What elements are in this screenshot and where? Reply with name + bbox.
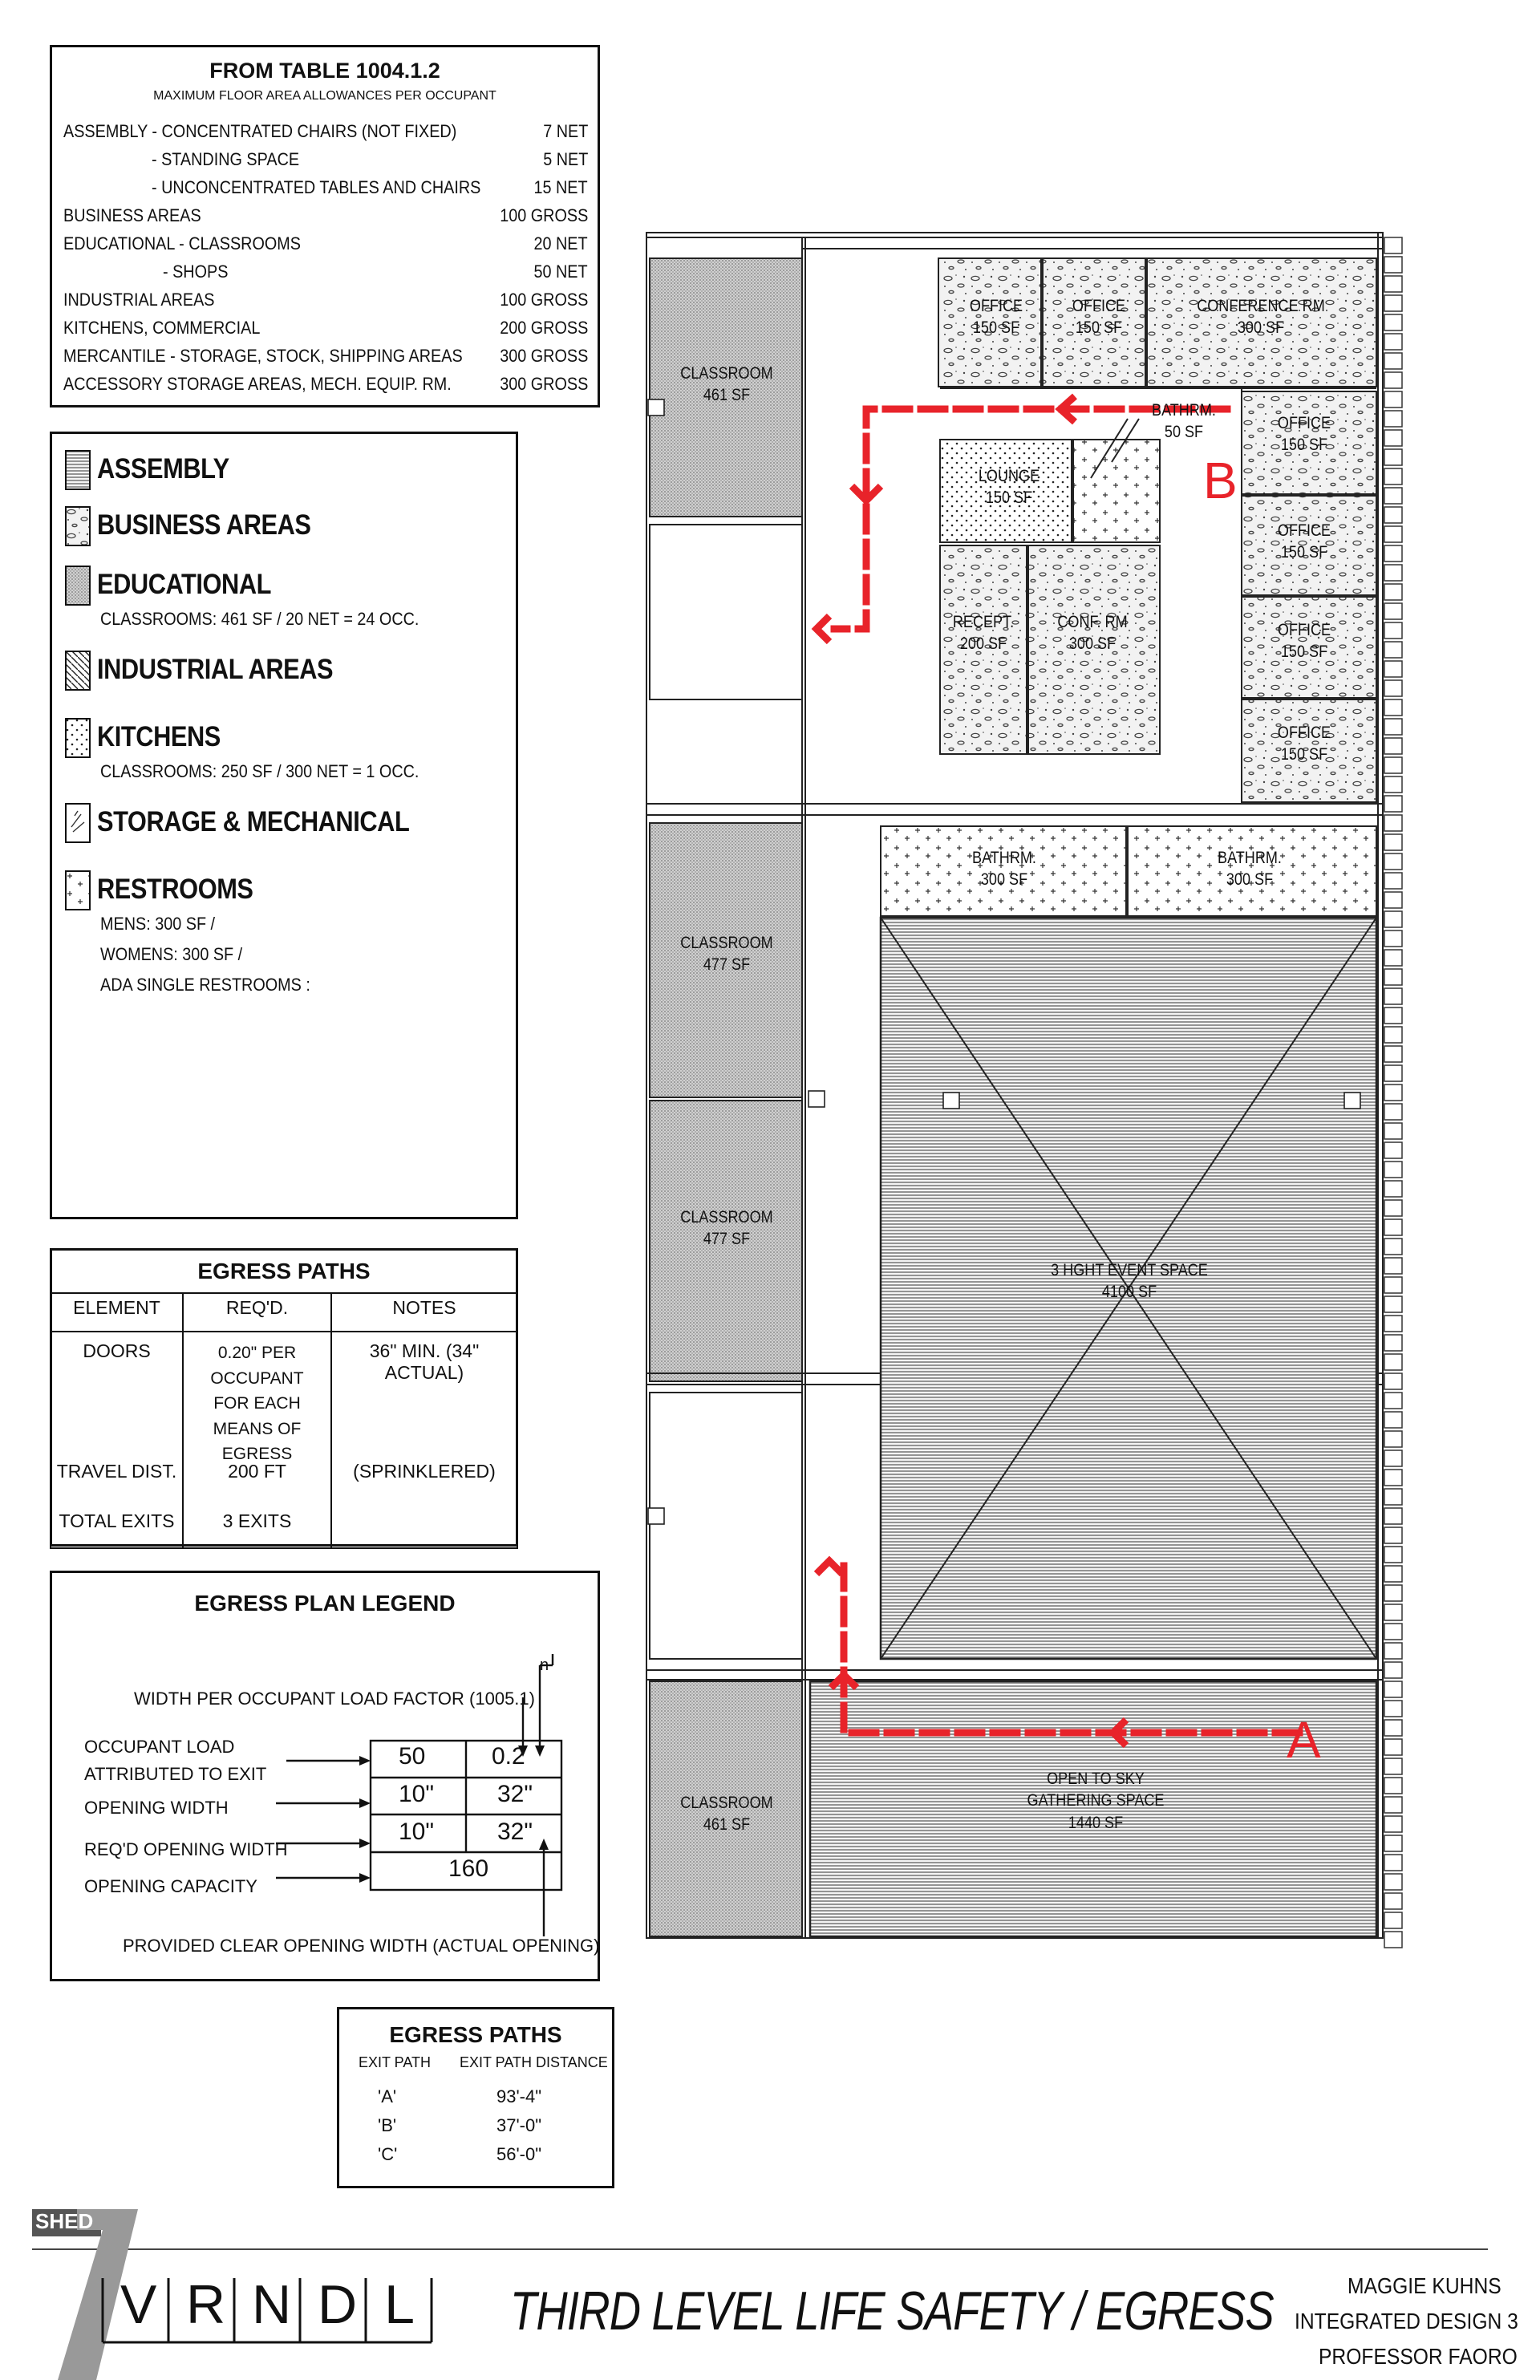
room-label-line: CLASSROOM <box>680 1794 773 1812</box>
cladding-block <box>1384 1431 1402 1447</box>
egress-element-exits: TOTAL EXITS <box>59 1510 175 1531</box>
room-label-line: 150 SF <box>985 489 1033 508</box>
cladding-block <box>1384 1470 1402 1486</box>
cladding-block <box>1384 1142 1402 1158</box>
width-factor-label: WIDTH PER OCCUPANT LOAD FACTOR (1005.1) <box>134 1689 535 1709</box>
occupant-table-subtitle: MAXIMUM FLOOR AREA ALLOWANCES PER OCCUPANT <box>153 89 496 103</box>
room-label-line: 300 SF <box>1226 870 1274 890</box>
cladding-block <box>1384 468 1402 485</box>
room-label-line: 477 SF <box>703 955 751 975</box>
cladding-block <box>1384 1393 1402 1409</box>
legend-label-educational: EDUCATIONAL <box>97 569 272 600</box>
vrndl-letter: L <box>384 2274 415 2335</box>
cladding-block <box>1384 834 1402 850</box>
occupant-row-label: - STANDING SPACE <box>152 149 300 169</box>
cladding-block <box>1384 680 1402 696</box>
cladding-block <box>1384 892 1402 908</box>
provided-width-label: PROVIDED CLEAR OPENING WIDTH (ACTUAL OPENING) <box>123 1936 600 1956</box>
occupant-row-label: ASSEMBLY - CONCENTRATED CHAIRS (NOT FIXED) <box>63 121 457 141</box>
room-label-office5 <box>1194 619 1414 663</box>
room-label-line: LOUNGE <box>978 467 1040 485</box>
structural-column <box>943 1093 959 1109</box>
path-col-distance: EXIT PATH DISTANCE <box>460 2054 608 2070</box>
sheet-title: THIRD LEVEL LIFE SAFETY / EGRESS <box>510 2281 1274 2341</box>
room-label-line: 150 SF <box>1280 543 1328 562</box>
cladding-block <box>1384 1797 1402 1813</box>
occupant-row-value: 7 NET <box>542 121 588 141</box>
cladding-block <box>1384 1162 1402 1178</box>
room-label-event <box>1019 1259 1239 1304</box>
cladding-block <box>1384 1065 1402 1081</box>
legend-swatch-restrooms <box>65 870 91 910</box>
path-row-name: 'B' <box>378 2115 397 2135</box>
cladding-block <box>1384 391 1402 407</box>
room-label-line: BATHRM. <box>972 849 1036 867</box>
egress-path-distances <box>337 2007 614 2188</box>
path-distances-title: EGRESS PATHS <box>389 2022 562 2047</box>
room-label-line: 150 SF <box>1280 643 1328 662</box>
room-label-line: OPEN TO SKY <box>1047 1770 1145 1788</box>
room-label-line: 150 SF <box>1280 436 1328 455</box>
cladding-block <box>1384 873 1402 889</box>
egress-table-title: EGRESS PATHS <box>197 1259 371 1283</box>
cladding-block <box>1384 1104 1402 1120</box>
legend-swatch-educational <box>65 566 91 606</box>
cladding-block <box>1384 1912 1402 1928</box>
cladding-block <box>1384 334 1402 350</box>
room-label-bath1 <box>894 847 1114 891</box>
cladding-block <box>1384 1604 1402 1620</box>
legend-swatch-assembly <box>65 450 91 490</box>
legend-sub-educational: CLASSROOMS: 461 SF / 20 NET = 24 OCC. <box>100 609 419 629</box>
room-label-line: OFFICE <box>1277 724 1331 742</box>
room-label-line: 1440 SF <box>1068 1813 1124 1832</box>
occupant-row-label: INDUSTRIAL AREAS <box>63 290 215 310</box>
cladding-block <box>1384 1181 1402 1197</box>
room-label-line: 461 SF <box>703 386 751 405</box>
corridor-mid <box>650 1393 802 1659</box>
cladding-block <box>1384 1296 1402 1312</box>
room-label-office6 <box>1194 722 1414 766</box>
occupant-row-value: 100 GROSS <box>499 290 588 310</box>
room-label-classroom1 <box>616 363 837 407</box>
cladding-block <box>1384 815 1402 831</box>
room-label-line: OFFICE <box>969 297 1023 315</box>
shed-label: SHED <box>35 2209 94 2233</box>
cladding-block <box>1384 1624 1402 1640</box>
room-label-line: BATHRM. <box>1152 401 1216 420</box>
path-row-name: 'C' <box>378 2144 398 2164</box>
cladding-block <box>1384 1277 1402 1293</box>
n-label: n <box>540 1656 549 1674</box>
cladding-block <box>1384 257 1402 273</box>
egress-reqd-travel: 200 FT <box>228 1461 286 1482</box>
cladding-block <box>1384 1758 1402 1774</box>
room-label-line: 150 SF <box>972 318 1020 338</box>
room-label-line: CLASSROOM <box>680 934 773 952</box>
cladding-block <box>1384 1566 1402 1582</box>
cladding-block <box>1384 911 1402 927</box>
cladding-block <box>1384 353 1402 369</box>
cladding-block <box>1384 1720 1402 1736</box>
room-label-conf-rm <box>982 611 1202 655</box>
cladding-block <box>1384 931 1402 947</box>
room-label-line: 150 SF <box>1075 318 1123 338</box>
cladding-block <box>1384 1450 1402 1466</box>
cladding-block <box>1384 1932 1402 1948</box>
room-label-classroom4 <box>616 1792 837 1836</box>
legend-swatch-kitchens <box>65 718 91 758</box>
path-row-name: 'A' <box>378 2086 397 2106</box>
value-occupant-load: 50 <box>399 1743 426 1770</box>
occupant-row-value: 300 GROSS <box>499 374 588 394</box>
cladding-block <box>1384 295 1402 311</box>
author: MAGGIE KUHNS <box>1348 2273 1502 2298</box>
legend-label-business: BUSINESS AREAS <box>97 509 311 541</box>
cladding-block <box>1384 1508 1402 1524</box>
cladding-block <box>1384 796 1402 812</box>
room-label-lounge <box>898 465 1119 509</box>
room-label-line: CONFERENCE RM <box>1197 297 1325 315</box>
egress-path-a-label: A <box>1287 1711 1321 1769</box>
cladding-block <box>1384 603 1402 619</box>
cladding-block <box>1384 1239 1402 1255</box>
cladding-block <box>1384 1027 1402 1043</box>
legend-label-assembly: ASSEMBLY <box>97 453 229 485</box>
room-label-line: 461 SF <box>703 1815 751 1835</box>
occupant-table-title: FROM TABLE 1004.1.2 <box>209 59 440 83</box>
room-label-line: 200 SF <box>959 635 1007 654</box>
cladding-block <box>1384 699 1402 716</box>
cladding-block <box>1384 988 1402 1004</box>
legend-label-industrial: INDUSTRIAL AREAS <box>97 654 334 685</box>
occupant-row-label: ACCESSORY STORAGE AREAS, MECH. EQUIP. RM. <box>63 374 452 394</box>
title-block <box>0 2198 1540 2380</box>
hatch-legend <box>50 432 518 1219</box>
professor: PROFESSOR FAORO <box>1319 2344 1518 2369</box>
egress-reqd-doors: 0.20" PER OCCUPANT FOR EACH MEANS OF EGRESS <box>210 1344 304 1463</box>
cladding-block <box>1384 372 1402 388</box>
cladding-block <box>1384 1662 1402 1678</box>
cladding-block <box>1384 950 1402 966</box>
egress-plan-legend <box>50 1571 600 1981</box>
cladding-block <box>1384 1585 1402 1601</box>
egress-header-reqd: REQ'D. <box>183 1293 331 1332</box>
room-label-line: OFFICE <box>1277 414 1331 432</box>
legend-swatch-industrial <box>65 651 91 691</box>
room-label-line: CONF. RM <box>1057 613 1128 631</box>
egress-requirements-table <box>50 1248 518 1547</box>
cladding-block <box>1384 1739 1402 1755</box>
room-label-line: OFFICE <box>1277 521 1331 540</box>
egress-element-doors: DOORS <box>83 1340 151 1361</box>
restroom-line: MENS: 300 SF / <box>100 914 216 934</box>
room-label-line: 3 HGHT EVENT SPACE <box>1051 1261 1208 1279</box>
cladding-block <box>1384 853 1402 870</box>
room-label-gathering <box>985 1768 1206 1834</box>
egress-table <box>50 1292 518 1549</box>
cladding-block <box>1384 1643 1402 1659</box>
egress-element-travel: TRAVEL DIST. <box>56 1461 177 1482</box>
cladding-block <box>1384 1219 1402 1235</box>
legend-label-storage: STORAGE & MECHANICAL <box>97 806 410 837</box>
occupant-load-table <box>50 45 600 407</box>
vrndl-letter: N <box>252 2274 292 2335</box>
cladding-block <box>1384 1816 1402 1832</box>
cladding-block <box>1384 584 1402 600</box>
occupant-row-value: 5 NET <box>542 149 588 169</box>
restroom-line: ADA SINGLE RESTROOMS : <box>100 975 310 995</box>
legend-swatch-storage <box>65 803 91 843</box>
cladding-block <box>1384 1874 1402 1890</box>
room-label-line: CLASSROOM <box>680 1208 773 1226</box>
path-col-exit: EXIT PATH <box>359 2054 432 2070</box>
occupant-row-value: 15 NET <box>533 177 588 197</box>
legend-sub-kitchens: CLASSROOMS: 250 SF / 300 NET = 1 OCC. <box>100 761 419 781</box>
cladding-block <box>1384 1046 1402 1062</box>
cladding-block <box>1384 1412 1402 1428</box>
egress-legend-diagram <box>50 1571 600 1981</box>
cladding-block <box>1384 969 1402 985</box>
cladding-block <box>1384 1008 1402 1024</box>
occupant-row-label: MERCANTILE - STORAGE, STOCK, SHIPPING AREAS <box>63 346 463 366</box>
occupant-row-label: KITCHENS, COMMERCIAL <box>63 318 261 338</box>
cladding-block <box>1384 1527 1402 1543</box>
cladding-block <box>1384 1123 1402 1139</box>
occupant-row-value: 50 NET <box>533 262 588 282</box>
cladding-block <box>1384 1373 1402 1389</box>
room-label-line: CLASSROOM <box>680 364 773 383</box>
room-label-classroom2 <box>616 932 837 976</box>
value-opening-width-b: 32" <box>497 1781 533 1807</box>
room-label-line: 300 SF <box>980 870 1028 890</box>
room-label-line: 150 SF <box>1280 745 1328 764</box>
opening-capacity-label: OPENING CAPACITY <box>84 1876 257 1896</box>
occupant-row-label: - SHOPS <box>163 262 229 282</box>
room-label-line: 300 SF <box>1237 318 1285 338</box>
cladding-block <box>1384 776 1402 793</box>
value-reqd-width-a: 10" <box>399 1818 435 1845</box>
attributed-label: ATTRIBUTED TO EXIT <box>84 1764 267 1784</box>
legend-label-kitchens: KITCHENS <box>97 721 221 752</box>
egress-reqd-exits: 3 EXITS <box>222 1510 292 1531</box>
room-label-office4 <box>1194 520 1414 564</box>
room-label-line: BATHRM. <box>1218 849 1282 867</box>
cladding-block <box>1384 1354 1402 1370</box>
room-label-line: OFFICE <box>1277 621 1331 639</box>
room-label-office3 <box>1194 412 1414 456</box>
vrndl-letter: R <box>186 2274 226 2335</box>
occupant-row-label: EDUCATIONAL - CLASSROOMS <box>63 233 301 253</box>
occupant-row-value: 200 GROSS <box>499 318 588 338</box>
room-label-line: OFFICE <box>1072 297 1126 315</box>
course: INTEGRATED DESIGN 3 <box>1295 2309 1518 2333</box>
cladding-block <box>1384 1547 1402 1563</box>
cladding-block <box>1384 1200 1402 1216</box>
cladding-block <box>1384 1778 1402 1794</box>
occupant-load-label: OCCUPANT LOAD <box>84 1737 235 1757</box>
egress-notes-travel: (SPRINKLERED) <box>353 1461 496 1482</box>
room-label-line: RECEPT. <box>952 613 1015 631</box>
opening-width-label: OPENING WIDTH <box>84 1798 229 1818</box>
occupant-row-value: 100 GROSS <box>499 205 588 225</box>
room-label-line: 4100 SF <box>1101 1283 1157 1302</box>
egress-header-element: ELEMENT <box>51 1293 183 1332</box>
reqd-opening-width-label: REQ'D OPENING WIDTH <box>84 1839 288 1859</box>
cladding-block <box>1384 1835 1402 1851</box>
path-row-distance: 93'-4" <box>496 2086 542 2106</box>
cladding-block <box>1384 1681 1402 1697</box>
structural-column <box>1344 1093 1360 1109</box>
structural-column <box>648 1508 664 1524</box>
value-opening-width-a: 10" <box>399 1781 435 1807</box>
room-label-line: GATHERING SPACE <box>1027 1791 1165 1810</box>
room-label-line: 477 SF <box>703 1230 751 1249</box>
cladding-block <box>1384 488 1402 504</box>
egress-path-b-label: B <box>1203 452 1238 509</box>
cladding-block <box>1384 314 1402 330</box>
room-label-line: 50 SF <box>1164 423 1204 442</box>
occupant-row-label: - UNCONCENTRATED TABLES AND CHAIRS <box>152 177 481 197</box>
egress-header-notes: NOTES <box>331 1293 517 1332</box>
cladding-block <box>1384 1258 1402 1274</box>
cladding-block <box>1384 1701 1402 1717</box>
vrndl-letter: V <box>120 2274 157 2335</box>
value-opening-capacity: 160 <box>448 1855 489 1882</box>
path-row-distance: 37'-0" <box>496 2115 542 2135</box>
cladding-block <box>1384 1335 1402 1351</box>
room-label-classroom3 <box>616 1206 837 1251</box>
egress-legend-title: EGRESS PLAN LEGEND <box>194 1591 456 1616</box>
room-label-conference <box>1150 295 1371 339</box>
occupant-row-value: 300 GROSS <box>499 346 588 366</box>
room-label-bath2 <box>1139 847 1360 891</box>
cladding-block <box>1384 1085 1402 1101</box>
cladding-block <box>1384 276 1402 292</box>
restroom-line: WOMENS: 300 SF / <box>100 944 243 964</box>
cladding-block <box>1384 661 1402 677</box>
path-row-distance: 56'-0" <box>496 2144 542 2164</box>
occupant-row-value: 20 NET <box>533 233 588 253</box>
structural-column <box>808 1091 825 1107</box>
cladding-block <box>1384 237 1402 253</box>
cladding-block <box>1384 565 1402 581</box>
cladding-block <box>1384 1316 1402 1332</box>
legend-swatch-business <box>65 506 91 546</box>
cladding-block <box>1384 1855 1402 1871</box>
value-reqd-width-b: 32" <box>497 1818 533 1845</box>
value-width-factor: 0.2 <box>492 1743 525 1770</box>
occupant-row-label: BUSINESS AREAS <box>63 205 201 225</box>
room-label-line: 300 SF <box>1068 635 1116 654</box>
vrndl-letter: D <box>318 2274 358 2335</box>
legend-label-restrooms: RESTROOMS <box>97 874 253 905</box>
cladding-block <box>1384 1893 1402 1909</box>
corridor-top <box>650 525 802 699</box>
egress-notes-doors: 36" MIN. (34" ACTUAL) <box>369 1340 480 1383</box>
cladding-block <box>1384 1489 1402 1505</box>
